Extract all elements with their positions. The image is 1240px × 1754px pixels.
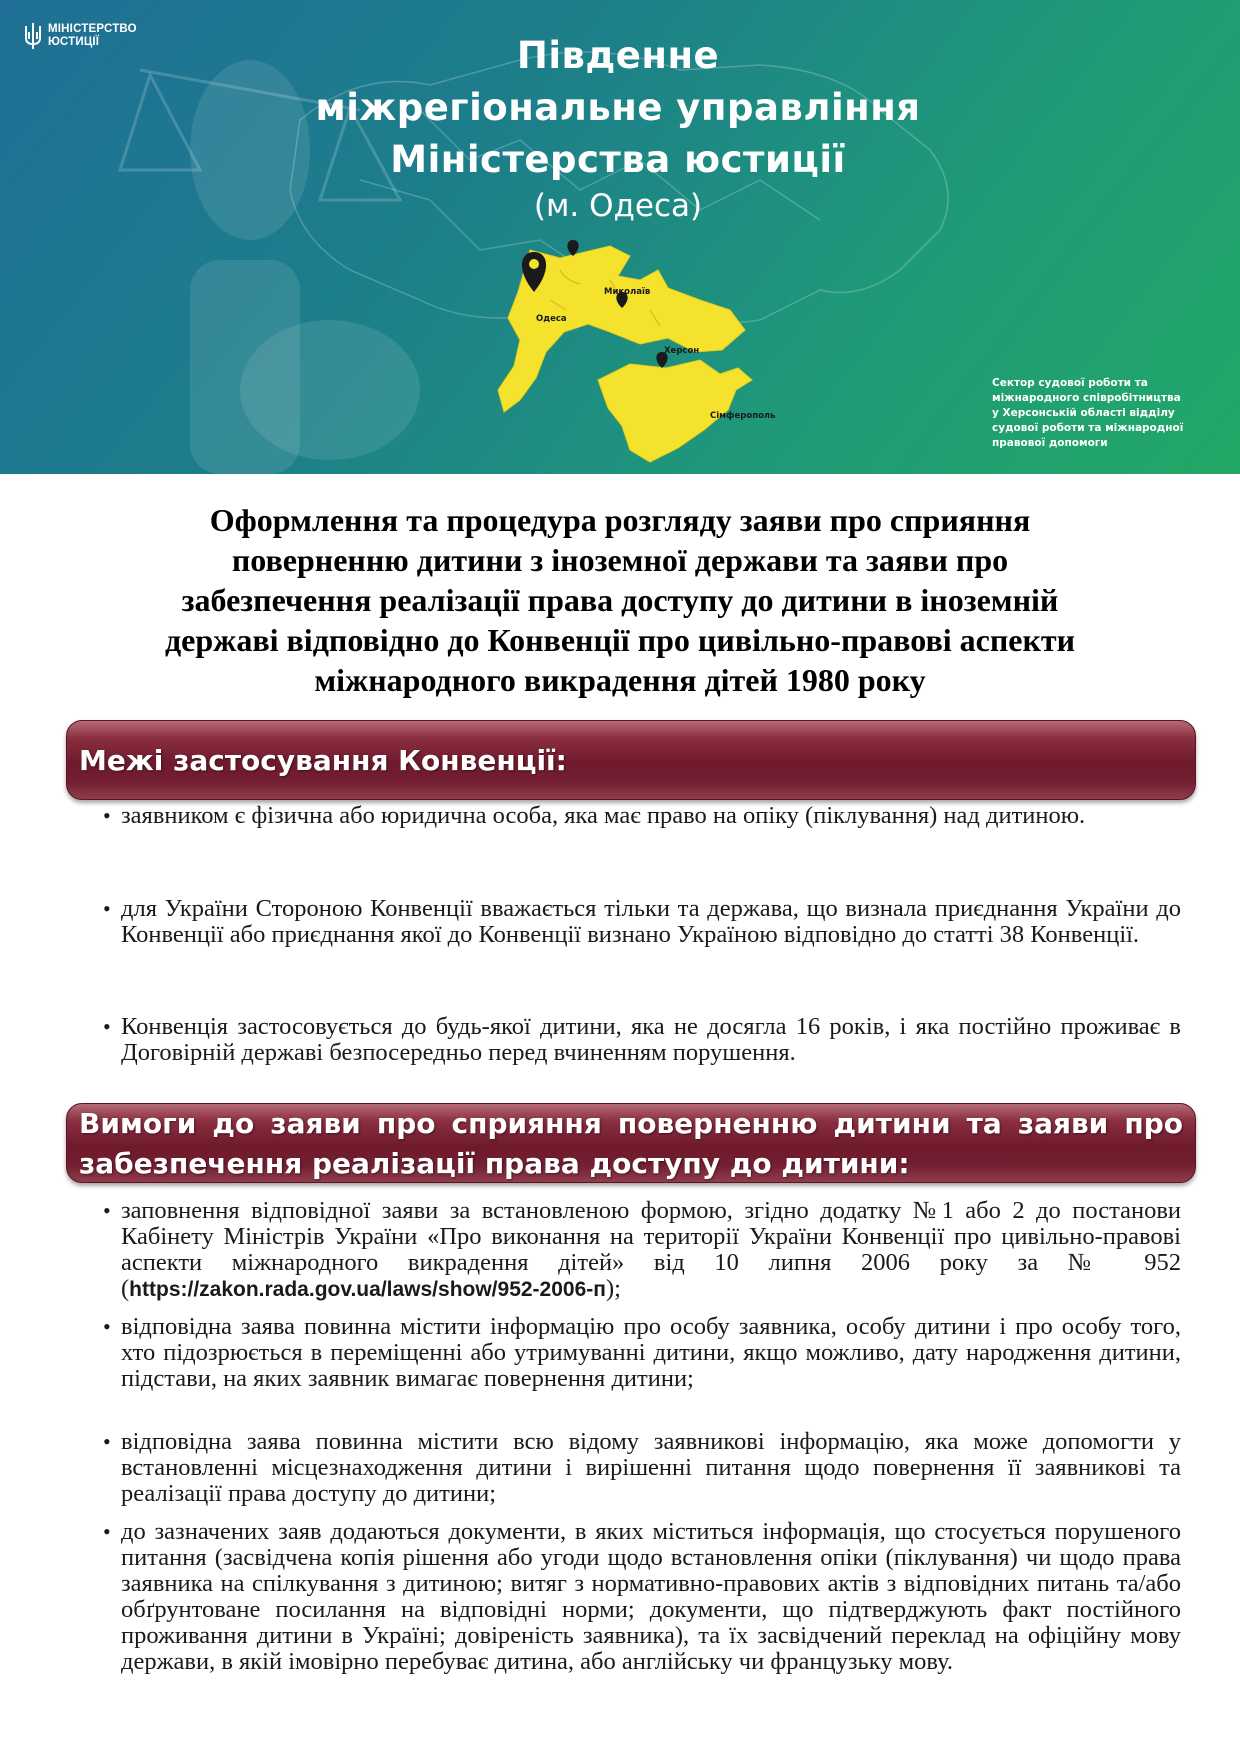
section-1-heading-bar bbox=[66, 720, 1196, 800]
banner-subtitle: (м. Одеса) bbox=[533, 188, 703, 224]
title-line: державі відповідно до Конвенції про цивільно-правові аспекти bbox=[164, 622, 1076, 658]
logo-line-2: ЮСТИЦІЇ bbox=[48, 36, 100, 48]
title-line: поверненню дитини з іноземної держави та заяви про bbox=[231, 542, 1009, 578]
title-line: забезпечення реалізації права доступу до дитини в іноземній bbox=[181, 582, 1059, 618]
section-2-item-4: • до зазначених заяв додаються документи, в яких міститься інформація, що стосується порушеного питання (засвідчена копія рішення або угоди щодо встановлення опіки (піклування) чи щодо права заявника на спілкування з дитиною; витяг з нормативно-правових актів з відповідних питань та/або обґрунтоване посилання на відповідні норми; документи, що підтверджують факт постійного проживання дитини в Україні; довіреність заявника), та їх засвідчений переклад на офіційну мову держави, в якій імовірно перебуває дитина, або англійську чи французьку мову. bbox=[103, 1519, 1181, 1675]
title-line: міжнародного викрадення дітей 1980 року bbox=[314, 662, 926, 698]
city-label-kherson: Херсон bbox=[664, 346, 700, 356]
sector-line: правової допомоги bbox=[992, 437, 1108, 449]
sector-line: у Херсонській області відділу bbox=[992, 407, 1175, 419]
city-label-simferopol: Сімферополь bbox=[710, 411, 776, 421]
trident-icon bbox=[24, 22, 42, 50]
sector-line: міжнародного співробітництва bbox=[992, 392, 1181, 404]
section-2-item-1-end: ); bbox=[605, 1275, 621, 1302]
sector-line: судової роботи та міжнародної bbox=[992, 422, 1184, 434]
banner-title bbox=[268, 30, 968, 186]
logo-line-1: МІНІСТЕРСТВО bbox=[48, 23, 137, 35]
title-line: Оформлення та процедура розгляду заяви про сприяння bbox=[209, 502, 1031, 538]
city-label-odesa: Одеса bbox=[536, 314, 567, 324]
section-2-item-1 bbox=[103, 1198, 1181, 1303]
section-2-heading: Вимоги до заяви про сприяння поверненню дитини та заяви про забезпечення реалізації права доступу до дитини: bbox=[79, 1107, 1183, 1180]
section-2-item-3: • відповідна заява повинна містити всю відому заявникові інформацію, яка може допомогти у встановленні місцезнаходження дитини і вирішенні питання щодо повернення її заявникові та реалізації права доступу до дитини; bbox=[103, 1429, 1181, 1507]
banner-title-line-1: Південне bbox=[516, 34, 720, 77]
sector-line: Сектор судової роботи та bbox=[992, 377, 1148, 389]
sector-caption bbox=[992, 376, 1232, 451]
region-map bbox=[490, 240, 790, 470]
section-1-item-1: • заявником є фізична або юридична особа, яка має право на опіку (піклування) над дитиною. bbox=[103, 803, 1181, 829]
section-1-item-2: • для України Стороною Конвенції вважається тільки та держава, що визнала приєднання України до Конвенції або приєднання якої до Конвенції визнано Україною відповідно до статті 38 Конвенції. bbox=[103, 896, 1181, 948]
ministry-logo bbox=[24, 22, 137, 50]
zakon-rada-link[interactable]: https://zakon.rada.gov.ua/laws/show/952-2006-п bbox=[129, 1278, 606, 1301]
section-2-heading-bar bbox=[66, 1103, 1196, 1183]
banner-title-line-3: Міністерства юстиції bbox=[390, 138, 846, 181]
document-title bbox=[70, 500, 1170, 700]
section-1-heading: Межі застосування Конвенції: bbox=[79, 744, 567, 777]
section-1-item-3: • Конвенція застосовується до будь-якої дитини, яка не досягла 16 років, і яка постійно проживає в Договірній державі безпосередньо перед вчиненням порушення. bbox=[103, 1014, 1181, 1066]
section-2-item-1-text: заповнення відповідної заяви за встановленою формою, згідно додатку №1 або 2 до постанови Кабінету Міністрів України «Про виконання на території України Конвенції про цивільно-правові аспекти міжнародного викрадення дітей» від 10 липня 2006 року за № 952 ( bbox=[121, 1197, 1181, 1302]
banner-title-line-2: міжрегіональне управління bbox=[315, 86, 921, 129]
city-label-mykolaiv: Миколаїв bbox=[604, 287, 651, 297]
section-2-item-2: • відповідна заява повинна містити інформацію про особу заявника, особу дитини і про особу того, хто підозрюється в переміщенні або утримуванні дитини, якщо можливо, дату народження дитини, підстави, на яких заявник вимагає повернення дитини; bbox=[103, 1314, 1181, 1392]
header-banner bbox=[0, 0, 1240, 474]
